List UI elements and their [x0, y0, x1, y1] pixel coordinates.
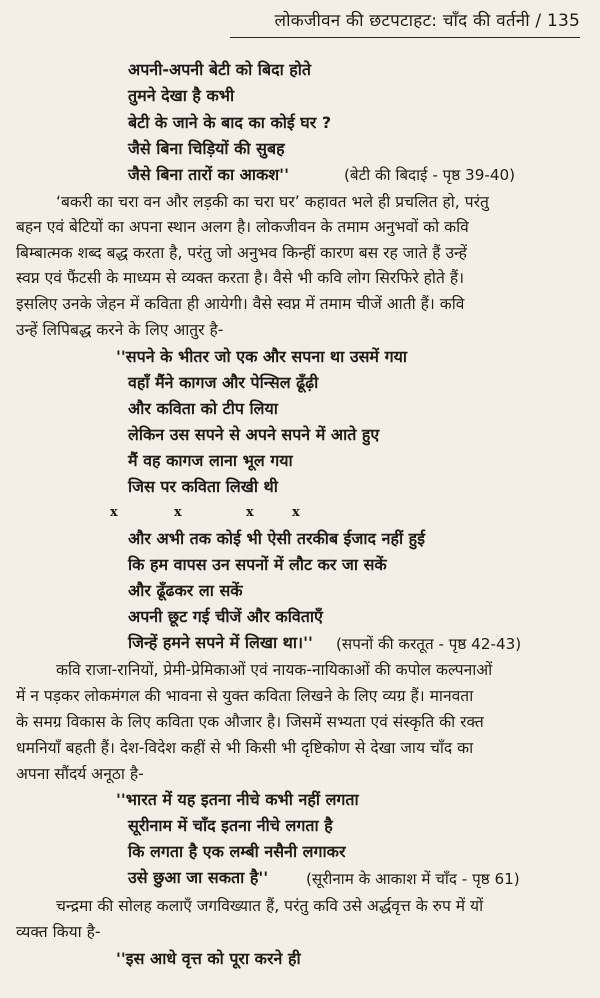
paragraph-line: इसलिए उनके जेहन में कविता ही आयेगी। वैसे स्वप्न में तमाम चीजें आती हैं। कवि — [16, 295, 465, 313]
poem-line: मैं वह कागज लाना भूल गया — [128, 451, 293, 470]
paragraph-line: के समग्र विकास के लिए कविता एक औजार है। जिसमें सभ्यता एवं संस्कृति की रक्त — [16, 713, 484, 731]
poem-line: वहाँ मैंने कागज और पेन्सिल ढूँढ़ी — [128, 373, 319, 392]
poem-line: और ढूँढकर ला सकें — [128, 581, 243, 600]
poem-line: और कविता को टीप लिया — [128, 399, 278, 418]
poem-line: जैसे बिना तारों का आकश'' — [128, 165, 289, 184]
paragraph-line: चन्द्रमा की सोलह कलाएँ जगविख्यात हैं, परंतु कवि उसे अर्द्धवृत्त के रुप में यों — [56, 897, 484, 915]
poem-line: बेटी के जाने के बाद का कोई घर ? — [128, 113, 332, 132]
poem-line: अपनी छूट गई चीजें और कविताएँ — [128, 607, 323, 626]
poem-line: जैसे बिना चिड़ियों की सुबह — [128, 139, 285, 158]
paragraph-line: बिम्बात्मक शब्द बद्ध करता है, परंतु जो अनुभव किन्हीं कारण बस रह जाते हैं उन्हें — [16, 244, 467, 262]
separator-mark: x — [246, 505, 254, 520]
poem-citation: (सपनों की करतूत - पृष्ठ 42-43) — [336, 635, 522, 653]
poem-line: कि लगता है एक लम्बी नसैनी लगाकर — [128, 842, 346, 861]
paragraph-line: अपना सौंदर्य अनूठा है- — [16, 765, 144, 783]
poem-line: ''सपने के भीतर जो एक और सपना था उसमें गया — [116, 347, 408, 366]
poem-line: अपनी-अपनी बेटी को बिदा होते — [128, 60, 312, 79]
poem-line: तुमने देखा है कभी — [128, 86, 235, 105]
poem-line: लेकिन उस सपने से अपने सपने में आते हुए — [128, 425, 380, 444]
poem-line: जिस पर कविता लिखी थी — [128, 477, 278, 496]
running-header: लोकजीवन की छटपटाहट: चाँद की वर्तनी / 135 — [230, 8, 580, 38]
poem-line: उसे छुआ जा सकता है'' — [128, 868, 269, 887]
paragraph-line: बहन एवं बेटियों का अपना स्थान अलग है। लोकजीवन के तमाम अनुभवों को कवि — [16, 218, 469, 236]
paragraph-line: स्वप्न एवं फैंटसी के माध्यम से व्यक्त करता है। वैसे भी कवि लोग सिरफिरे होते हैं। — [16, 269, 465, 287]
poem-citation: (सूरीनाम के आकाश में चाँद - पृष्ठ 61) — [306, 870, 520, 888]
poem-line: और अभी तक कोई भी ऐसी तरकीब ईजाद नहीं हुई — [128, 529, 426, 548]
poem-line: ''भारत में यह इतना नीचे कभी नहीं लगता — [116, 790, 359, 809]
poem-line: सूरीनाम में चाँद इतना नीचे लगता है — [128, 816, 333, 835]
paragraph-line: में न पड़कर लोकमंगल की भावना से युक्त कविता लिखने के लिए व्यग्र हैं। मानवता — [16, 687, 474, 705]
separator-mark: x — [292, 505, 300, 520]
paragraph-line: व्यक्त किया है- — [16, 923, 101, 941]
separator-mark: x — [174, 505, 182, 520]
poem-citation: (बेटी की बिदाई - पृष्ठ 39-40) — [344, 166, 516, 184]
poem-line: कि हम वापस उन सपनों में लौट कर जा सकें — [128, 555, 387, 574]
paragraph-line: धमनियाँ बहती हैं। देश-विदेश कहीं से भी किसी भी दृष्टिकोण से देखा जाय चाँद का — [16, 739, 474, 757]
paragraph-line: उन्हें लिपिबद्ध करने के लिए आतुर है- — [16, 321, 224, 339]
paragraph-line: ‘बकरी का चरा वन और लड़की का चरा घर’ कहावत भले ही प्रचलित हो, परंतु — [56, 193, 489, 211]
poem-line: ''इस आधे वृत्त को पूरा करने ही — [116, 949, 301, 968]
poem-line: जिन्हें हमने सपने में लिखा था।'' — [128, 633, 313, 652]
separator-mark: x — [110, 505, 118, 520]
paragraph-line: कवि राजा-रानियों, प्रेमी-प्रेमिकाओं एवं नायक-नायिकाओं की कपोल कल्पनाओं — [56, 661, 493, 679]
